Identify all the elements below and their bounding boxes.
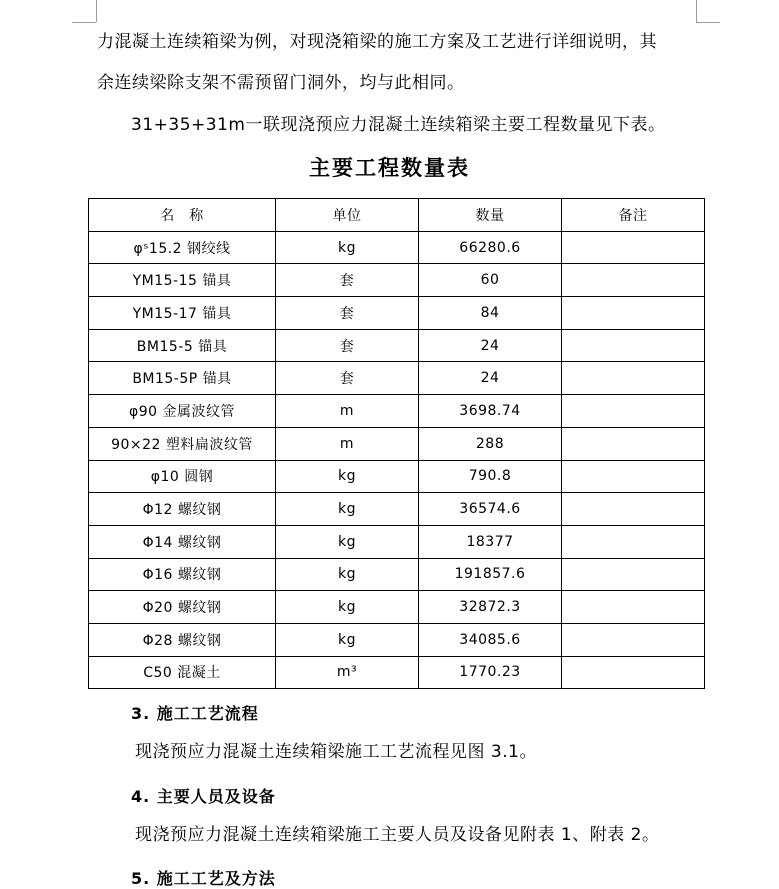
quantity-table: [88, 198, 705, 689]
cell-name: φ90 金属波纹管: [89, 395, 276, 428]
section-4-text: 现浇预应力混凝土连续箱梁施工主要人员及设备见附表 1、附表 2。: [135, 825, 660, 845]
table-row: [89, 656, 705, 689]
paragraph-line-2: 余连续梁除支架不需预留门洞外，均与此相同。: [97, 73, 465, 93]
cell-unit: 套: [276, 297, 419, 330]
cell-name: Φ12 螺纹钢: [89, 493, 276, 526]
cell-remarks: [562, 460, 705, 493]
cell-unit: kg: [276, 623, 419, 656]
cell-unit: kg: [276, 231, 419, 264]
table-row: [89, 329, 705, 362]
cell-quantity: 24: [419, 362, 562, 395]
cell-quantity: 32872.3: [419, 591, 562, 624]
table-row: [89, 264, 705, 297]
cell-name: Φ20 螺纹钢: [89, 591, 276, 624]
cell-quantity: 3698.74: [419, 395, 562, 428]
cell-unit: 套: [276, 362, 419, 395]
table-row: [89, 362, 705, 395]
cell-remarks: [562, 493, 705, 526]
table-row: [89, 427, 705, 460]
section-3-text: 现浇预应力混凝土连续箱梁施工工艺流程见图 3.1。: [135, 742, 537, 762]
cell-name: YM15-15 锚具: [89, 264, 276, 297]
cell-name: YM15-17 锚具: [89, 297, 276, 330]
margin-mark-left-h: [72, 22, 96, 23]
section-3-heading: 3. 施工工艺流程: [131, 704, 259, 723]
cell-name: BM15-5 锚具: [89, 329, 276, 362]
cell-remarks: [562, 656, 705, 689]
cell-remarks: [562, 329, 705, 362]
cell-remarks: [562, 525, 705, 558]
column-header-quantity: 数量: [419, 199, 562, 232]
cell-quantity: 790.8: [419, 460, 562, 493]
cell-remarks: [562, 297, 705, 330]
cell-unit: kg: [276, 493, 419, 526]
table-row: [89, 395, 705, 428]
cell-unit: kg: [276, 460, 419, 493]
cell-quantity: 66280.6: [419, 231, 562, 264]
cell-name: 90×22 塑料扁波纹管: [89, 427, 276, 460]
cell-unit: m: [276, 427, 419, 460]
cell-unit: 套: [276, 264, 419, 297]
cell-name: φ10 圆钢: [89, 460, 276, 493]
paragraph-line-1: 力混凝土连续箱梁为例，对现浇箱梁的施工方案及工艺进行详细说明，其: [97, 32, 657, 52]
cell-remarks: [562, 427, 705, 460]
cell-name: BM15-5P 锚具: [89, 362, 276, 395]
cell-quantity: 24: [419, 329, 562, 362]
cell-quantity: 191857.6: [419, 558, 562, 591]
margin-mark-right-h: [696, 22, 720, 23]
table-row: [89, 493, 705, 526]
table-title: 主要工程数量表: [309, 155, 470, 180]
table-row: [89, 591, 705, 624]
cell-remarks: [562, 231, 705, 264]
cell-remarks: [562, 395, 705, 428]
cell-remarks: [562, 591, 705, 624]
table-row: [89, 623, 705, 656]
margin-mark-left: [96, 0, 97, 22]
cell-remarks: [562, 558, 705, 591]
cell-quantity: 18377: [419, 525, 562, 558]
cell-unit: 套: [276, 329, 419, 362]
table-row: [89, 525, 705, 558]
cell-quantity: 1770.23: [419, 656, 562, 689]
cell-quantity: 288: [419, 427, 562, 460]
section-5-heading: 5. 施工工艺及方法: [131, 869, 276, 888]
cell-unit: kg: [276, 525, 419, 558]
cell-unit: kg: [276, 591, 419, 624]
column-header-remarks: 备注: [562, 199, 705, 232]
cell-unit: kg: [276, 558, 419, 591]
table-header-row: [89, 199, 705, 232]
section-4-heading: 4. 主要人员及设备: [131, 787, 276, 806]
cell-remarks: [562, 362, 705, 395]
cell-quantity: 84: [419, 297, 562, 330]
table-row: [89, 231, 705, 264]
cell-quantity: 36574.6: [419, 493, 562, 526]
table-row: [89, 297, 705, 330]
table-row: [89, 460, 705, 493]
column-header-unit: 单位: [276, 199, 419, 232]
margin-mark-right: [696, 0, 697, 22]
cell-remarks: [562, 623, 705, 656]
cell-name: Φ28 螺纹钢: [89, 623, 276, 656]
cell-name: C50 混凝土: [89, 656, 276, 689]
cell-quantity: 60: [419, 264, 562, 297]
cell-name: Φ16 螺纹钢: [89, 558, 276, 591]
cell-unit: m³: [276, 656, 419, 689]
cell-unit: m: [276, 395, 419, 428]
cell-name: φˢ15.2 钢绞线: [89, 231, 276, 264]
cell-quantity: 34085.6: [419, 623, 562, 656]
table-row: [89, 558, 705, 591]
paragraph-line-3: 31+35+31m一联现浇预应力混凝土连续箱梁主要工程数量见下表。: [131, 115, 666, 135]
cell-remarks: [562, 264, 705, 297]
column-header-name: 名 称: [89, 199, 276, 232]
cell-name: Φ14 螺纹钢: [89, 525, 276, 558]
